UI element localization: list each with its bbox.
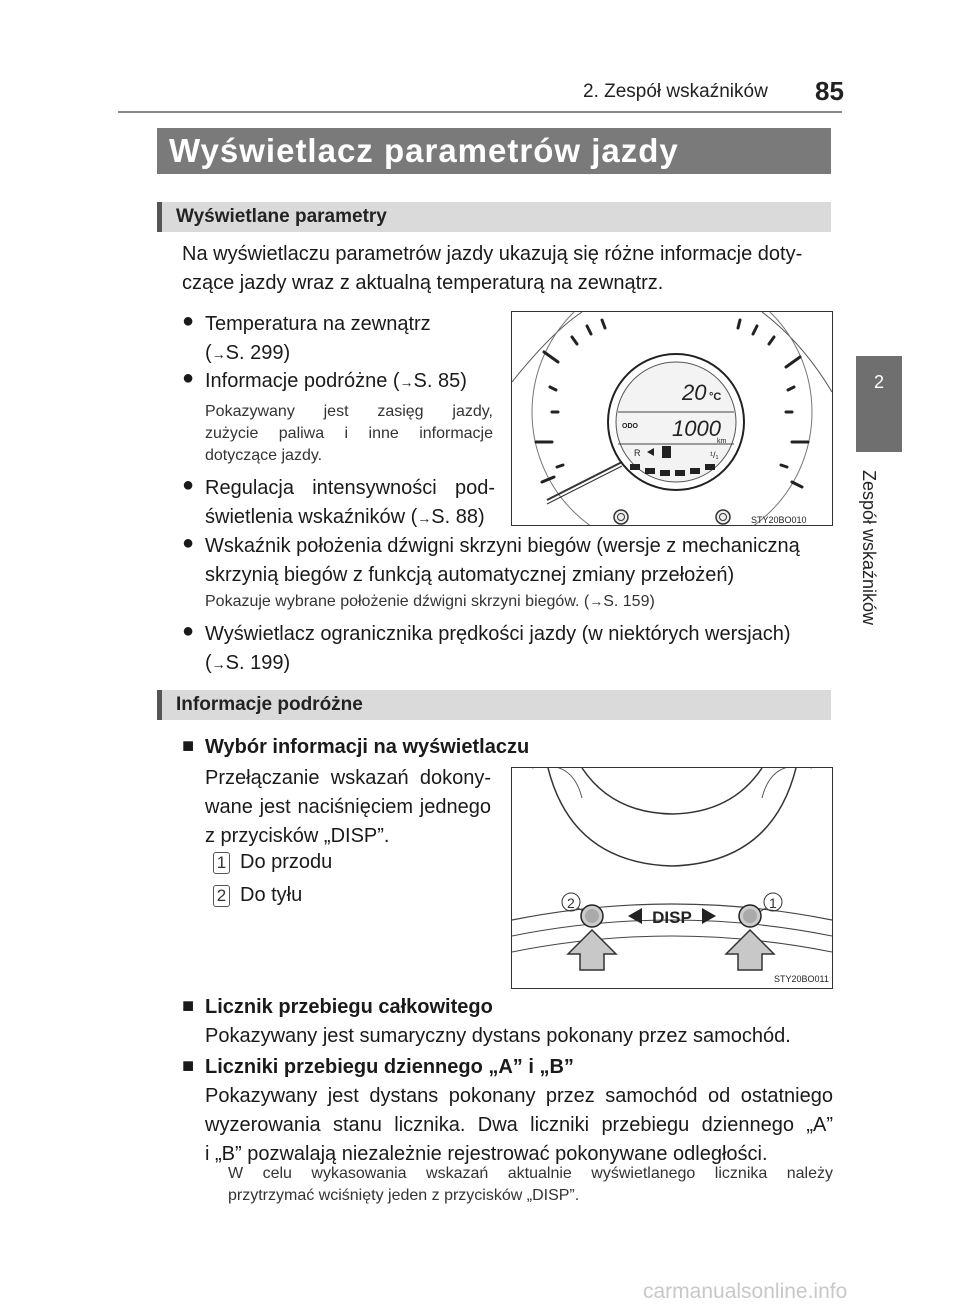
reverse-label: R bbox=[634, 448, 641, 458]
trip-reset-note bbox=[228, 1163, 833, 1207]
bullet-text: Temperatura na zewnątrz bbox=[205, 313, 431, 335]
callout-number-2: 2 bbox=[213, 885, 230, 907]
subheading-display-selection: Wybór informacji na wyświetlaczu bbox=[205, 736, 530, 758]
note-text: Pokazuje wybrane położenie dźwigni skrzyni biegów. ( bbox=[205, 593, 590, 610]
text-line: Pokazywany jest dystans pokonany przez samochód od ostatniego bbox=[205, 1085, 833, 1107]
arrow-icon: → bbox=[399, 374, 414, 390]
figure-gauge-display bbox=[511, 311, 833, 526]
watermark: carmanualsonline.info bbox=[643, 1280, 848, 1303]
square-bullet-icon: ■ bbox=[182, 995, 195, 1017]
note-line: W celu wykasowania wskazań aktualnie wyświetlanego licznika należy bbox=[228, 1165, 833, 1182]
bullet-text: Informacje podróżne ( bbox=[205, 370, 400, 392]
section-heading-trip-info: Informacje podróżne bbox=[157, 690, 831, 720]
svg-text:¹/₁: ¹/₁ bbox=[710, 450, 719, 460]
bullet-text: Wskaźnik położenia dźwigni skrzyni biegów (wersje z mechaniczną bbox=[205, 535, 800, 557]
chapter-side-title bbox=[844, 470, 914, 630]
figure-disp-buttons bbox=[511, 767, 833, 989]
legend-text: Do przodu bbox=[240, 851, 333, 873]
disp-label: DISP bbox=[652, 908, 692, 927]
odometer-readout: 1000 bbox=[672, 416, 721, 441]
bullet-ref bbox=[205, 503, 495, 533]
press-arrow-forward-icon bbox=[726, 930, 774, 970]
arrow-icon: → bbox=[589, 593, 604, 609]
bullet-text: Wyświetlacz ogranicznika prędkości jazdy (w niektórych wersjach) bbox=[205, 623, 791, 645]
odometer-text: Pokazywany jest sumaryczny dystans pokonany przez samochód. bbox=[205, 1025, 791, 1047]
intro-line-2: czące jazdy wraz z aktualną temperaturą na zewnątrz. bbox=[182, 272, 664, 294]
running-header-section: 2. Zespół wskaźników bbox=[583, 81, 768, 102]
legend-text: Do tyłu bbox=[240, 884, 303, 906]
note-line: Pokazywany jest zasięg jazdy, bbox=[205, 403, 493, 420]
km-label: km bbox=[717, 438, 727, 445]
instruction-line: wane jest naciśnięciem jednego bbox=[205, 796, 491, 818]
callout-label-1: 1 bbox=[769, 895, 777, 911]
bullet-text: świetlenia wskaźników ( bbox=[205, 506, 418, 528]
bullet-icon: ● bbox=[182, 474, 195, 496]
page-ref-link[interactable]: S. 159) bbox=[603, 593, 655, 610]
bullet-trip-info bbox=[205, 367, 495, 397]
header-divider bbox=[118, 111, 842, 113]
temp-unit-label: °C bbox=[709, 391, 722, 403]
page-ref-link[interactable]: S. 85) bbox=[413, 370, 467, 392]
chapter-tab bbox=[856, 356, 902, 452]
figure-code: STY20BO010 bbox=[751, 515, 807, 525]
bullet-gear-indicator bbox=[205, 532, 833, 590]
chapter-number: 2 bbox=[873, 372, 884, 392]
knob-right-icon bbox=[716, 510, 730, 524]
fuel-pump-icon bbox=[662, 446, 671, 458]
note-line: przytrzymać wciśnięty jeden z przycisków „DISP”. bbox=[228, 1187, 580, 1204]
right-triangle-icon bbox=[702, 908, 716, 924]
bullet-note bbox=[205, 401, 493, 467]
text-line: i „B” pozwalają niezależnie rejestrować pokonywane odległości. bbox=[205, 1143, 768, 1165]
bullet-icon: ● bbox=[182, 310, 195, 332]
bullet-icon: ● bbox=[182, 532, 195, 554]
square-bullet-icon: ■ bbox=[182, 735, 195, 757]
page-ref-link[interactable]: S. 199) bbox=[225, 652, 291, 674]
subheading-trip-meters: Liczniki przebiegu dziennego „A” i „B” bbox=[205, 1056, 574, 1078]
note-line: zużycie paliwa i inne informacje bbox=[205, 425, 493, 442]
arrow-icon: → bbox=[417, 510, 432, 526]
square-bullet-icon: ■ bbox=[182, 1055, 195, 1077]
intro-paragraph bbox=[182, 240, 832, 298]
trip-meters-text bbox=[205, 1082, 833, 1169]
bullet-text: Regulacja intensywności pod- bbox=[205, 477, 495, 499]
arrow-icon: → bbox=[211, 346, 226, 362]
figure-code: STY20BO011 bbox=[774, 974, 829, 984]
chapter-title: Zespół wskaźników bbox=[859, 470, 879, 626]
bullet-note bbox=[205, 590, 833, 613]
subheading-odometer: Licznik przebiegu całkowitego bbox=[205, 996, 493, 1018]
page-number: 85 bbox=[815, 76, 844, 106]
bullet-temperature bbox=[205, 310, 495, 369]
legend-item-back bbox=[213, 881, 302, 910]
outside-temp-readout: 20 bbox=[682, 380, 707, 405]
left-triangle-icon bbox=[628, 908, 642, 924]
gauge-illustration bbox=[512, 312, 832, 525]
knob-left-icon bbox=[614, 510, 628, 524]
bullet-text: skrzynią biegów z funkcją automatycznej zmiany przełożeń) bbox=[205, 564, 735, 586]
arrow-icon: → bbox=[211, 656, 226, 672]
instruction-line: Przełączanie wskazań dokony- bbox=[205, 767, 491, 789]
bullet-icon: ● bbox=[182, 620, 195, 642]
disp-illustration bbox=[512, 768, 832, 988]
bullet-speed-limiter bbox=[205, 620, 833, 679]
bullet-icon: ● bbox=[182, 367, 195, 389]
instruction-line: z przycisków „DISP”. bbox=[205, 825, 390, 847]
note-line: dotyczące jazdy. bbox=[205, 447, 323, 464]
bullet-ref: (→S. 199) bbox=[205, 652, 291, 674]
press-arrow-back-icon bbox=[568, 930, 616, 970]
legend-item-forward bbox=[213, 848, 332, 877]
disp-instructions bbox=[205, 764, 491, 851]
intro-line-1: Na wyświetlaczu parametrów jazdy ukazują się różne informacje doty- bbox=[182, 243, 803, 265]
page-title: Wyświetlacz parametrów jazdy bbox=[157, 128, 831, 174]
text-line: wyzerowania stanu licznika. Dwa liczniki przebiegu dziennego „A” bbox=[205, 1114, 833, 1136]
page-ref-link[interactable]: S. 299) bbox=[225, 342, 291, 364]
callout-number-1: 1 bbox=[213, 852, 230, 874]
odo-label: ODO bbox=[622, 423, 638, 430]
section-heading-displayed-params: Wyświetlane parametry bbox=[157, 202, 831, 232]
page-ref-link[interactable]: S. 88) bbox=[431, 506, 485, 528]
callout-label-2: 2 bbox=[567, 895, 575, 911]
bullet-backlight bbox=[205, 474, 495, 533]
bullet-ref: (→S. 299) bbox=[205, 342, 291, 364]
